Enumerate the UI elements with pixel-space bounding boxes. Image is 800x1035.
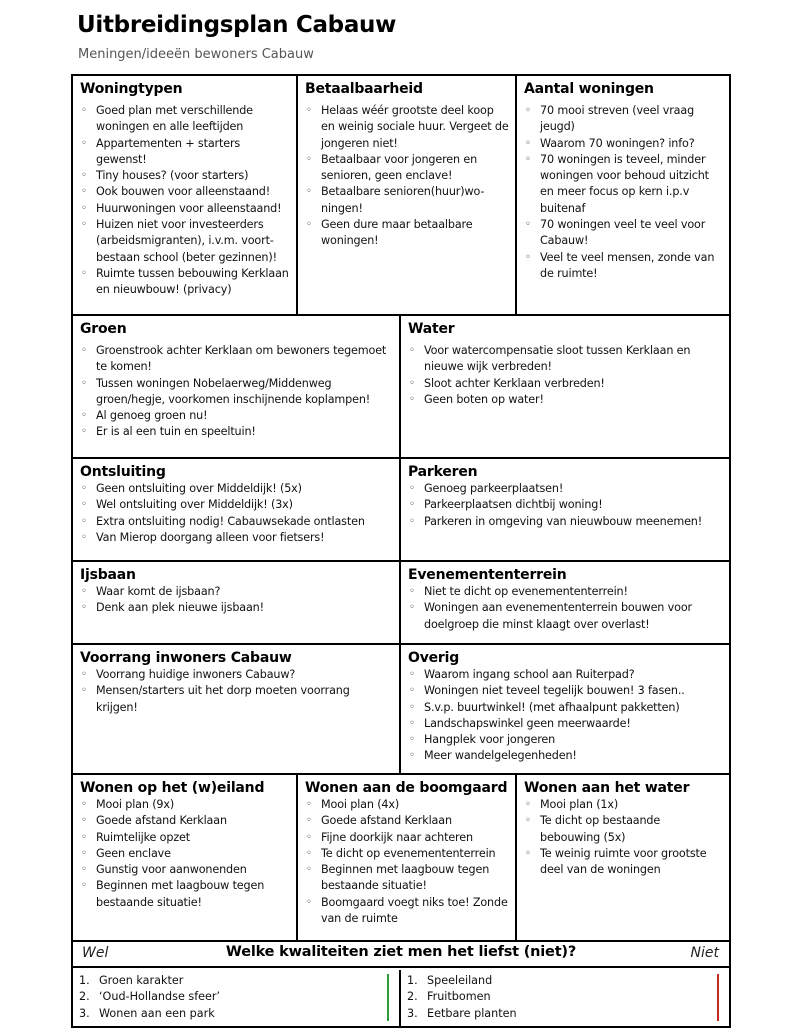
ranking-item — [407, 973, 729, 989]
section-aantal-woningen — [517, 76, 729, 316]
section-water — [401, 316, 729, 459]
section-list — [80, 343, 393, 441]
ranking-number: 1. — [79, 974, 90, 987]
list-item: ◦ Geen dure maar betaalbare woningen! — [305, 217, 509, 250]
list-item: ◦ Ruimte tussen bebouwing Kerklaan en nieuwbouw! (privacy) — [80, 266, 290, 299]
ranking-number: 1. — [407, 974, 418, 987]
ranking-number: 2. — [79, 990, 90, 1004]
list-item: ◦ Er is al een tuin en speeltuin! — [80, 424, 393, 440]
section-list — [408, 481, 723, 530]
niet-indicator-bar — [717, 974, 719, 1021]
ranking-label: Groen karakter — [99, 974, 184, 987]
quality-question: Welke kwaliteiten ziet men het liefst (niet)? — [225, 944, 577, 960]
section-voorrang-inwoners — [73, 645, 401, 775]
list-item: ◦ Hangplek voor jongeren — [408, 732, 723, 748]
section-wonen-weiland — [73, 775, 298, 942]
list-item: ◦ Geen boten op water! — [408, 392, 723, 408]
list-item: ◦ Veel te veel mensen, zonde van de ruimte! — [524, 250, 723, 283]
wel-indicator-bar — [387, 974, 389, 1021]
list-item: ◦ Goede afstand Kerklaan — [80, 813, 290, 829]
section-list — [408, 343, 723, 408]
list-item: ◦ Wel ontsluiting over Middeldijk! (3x) — [80, 497, 393, 513]
list-item: ◦ Beginnen met laagbouw tegen bestaande situatie! — [80, 878, 290, 911]
list-item: ◦ Waarom ingang school aan Ruiterpad? — [408, 667, 723, 683]
section-list — [80, 481, 393, 546]
section-groen — [73, 316, 401, 459]
ranking-niet — [401, 970, 729, 1028]
section-heading: Aantal woningen — [524, 81, 654, 97]
list-item: ◦ Appartementen + starters gewenst! — [80, 136, 290, 169]
list-item: ◦ Beginnen met laagbouw tegen bestaande situatie! — [305, 862, 509, 895]
section-heading: Water — [408, 321, 455, 337]
ranking-item — [407, 989, 729, 1005]
list-item: ◦ Mooi plan (4x) — [305, 797, 509, 813]
list-item: ◦ 70 mooi streven (veel vraag jeugd) — [524, 103, 723, 136]
section-heading: Voorrang inwoners Cabauw — [80, 650, 292, 666]
section-list — [80, 667, 393, 716]
section-wonen-boomgaard — [298, 775, 517, 942]
list-item: ◦ Waarom 70 woningen? info? — [524, 136, 723, 152]
ranking-label: ‘Oud-Hollandse sfeer’ — [99, 990, 221, 1004]
ranking-label: Wonen aan een park — [99, 1006, 215, 1020]
list-item: ◦ Groenstrook achter Kerklaan om bewoners tegemoet te komen! — [80, 343, 393, 376]
list-item: ◦ Geen enclave — [80, 846, 290, 862]
section-heading: Evenemententerrein — [408, 567, 567, 583]
list-item: ◦ Van Mierop doorgang alleen voor fietsers! — [80, 530, 393, 546]
section-heading: Wonen aan het water — [524, 780, 690, 796]
list-item: ◦ Extra ontsluiting nodig! Cabauwsekade ontlasten — [80, 514, 393, 530]
list-item: ◦ 70 woningen veel te veel voor Cabauw! — [524, 217, 723, 250]
section-list — [524, 103, 723, 282]
list-item: ◦ Voorrang huidige inwoners Cabauw? — [80, 667, 393, 683]
section-list — [408, 584, 723, 633]
list-item: ◦ Waar komt de ijsbaan? — [80, 584, 393, 600]
list-item: ◦ Mensen/starters uit het dorp moeten voorrang krijgen! — [80, 683, 393, 716]
list-item: ◦ Ook bouwen voor alleenstaand! — [80, 184, 290, 200]
wel-label: Wel — [82, 945, 109, 961]
section-list — [80, 584, 393, 617]
list-item: ◦ Woningen niet teveel tegelijk bouwen! 3 fasen.. — [408, 683, 723, 699]
list-item: ◦ Te weinig ruimte voor grootste deel van de woningen — [524, 846, 723, 879]
list-item: ◦ Meer wandelgelegenheden! — [408, 748, 723, 764]
list-item: ◦ Goed plan met verschillende woningen en alle leeftijden — [80, 103, 290, 136]
ranking-wel — [73, 970, 401, 1028]
list-item: ◦ Te dicht op bestaande bebouwing (5x) — [524, 813, 723, 846]
list-item: ◦ Geen ontsluiting over Middeldijk! (5x) — [80, 481, 393, 497]
page-subtitle: Meningen/ideeën bewoners Cabauw — [78, 47, 314, 62]
list-item: ◦ Woningen aan evenemententerrein bouwen voor doelgroep die minst klaagt over overlast! — [408, 600, 723, 633]
ranking-label: Eetbare planten — [427, 1006, 517, 1020]
ranking-label: Speeleiland — [427, 974, 493, 987]
list-item: ◦ Fijne doorkijk naar achteren — [305, 830, 509, 846]
section-betaalbaarheid — [298, 76, 517, 316]
list-item: ◦ 70 woningen is teveel, minder woningen voor behoud uitzicht en meer focus op kern i.p.v buitenaf — [524, 152, 723, 217]
list-item: ◦ Parkeren in omgeving van nieuwbouw meenemen! — [408, 514, 723, 530]
list-item: ◦ Landschapswinkel geen meerwaarde! — [408, 716, 723, 732]
section-overig — [401, 645, 729, 775]
list-item: ◦ Sloot achter Kerklaan verbreden! — [408, 376, 723, 392]
list-item: ◦ Te dicht op evenemententerrein — [305, 846, 509, 862]
section-heading: Parkeren — [408, 464, 478, 480]
ranking-number: 2. — [407, 990, 418, 1004]
section-evenemententerrein — [401, 562, 729, 645]
section-list — [80, 103, 290, 299]
section-woningtypen — [73, 76, 298, 316]
section-list — [408, 667, 723, 765]
section-wonen-water — [517, 775, 729, 942]
ranking-label: Fruitbomen — [427, 990, 491, 1004]
list-item: ◦ Tiny houses? (voor starters) — [80, 168, 290, 184]
quality-question-row — [73, 942, 729, 968]
list-item: ◦ Denk aan plek nieuwe ijsbaan! — [80, 600, 393, 616]
section-heading: Wonen op het (w)eiland — [80, 780, 265, 796]
section-heading: Groen — [80, 321, 127, 337]
list-item: ◦ Mooi plan (9x) — [80, 797, 290, 813]
ranking-list — [79, 973, 399, 1022]
list-item: ◦ Mooi plan (1x) — [524, 797, 723, 813]
ranking-number: 3. — [79, 1006, 90, 1020]
list-item: ◦ Parkeerplaatsen dichtbij woning! — [408, 497, 723, 513]
ranking-item — [79, 973, 399, 989]
ranking-item — [79, 989, 399, 1005]
list-item: ◦ Boomgaard voegt niks toe! Zonde van de ruimte — [305, 895, 509, 928]
ranking-list — [407, 973, 729, 1022]
list-item: ◦ Tussen woningen Nobelaerweg/Middenweg groen/hegje, voorkomen inschijnende koplampen! — [80, 376, 393, 409]
section-heading: Woningtypen — [80, 81, 183, 97]
section-list — [80, 797, 290, 911]
list-item: ◦ Voor watercompensatie sloot tussen Kerklaan en nieuwe wijk verbreden! — [408, 343, 723, 376]
list-item: ◦ Betaalbare senioren(huur)wo-ningen! — [305, 184, 509, 217]
opinion-grid — [71, 74, 731, 1028]
list-item: ◦ Genoeg parkeerplaatsen! — [408, 481, 723, 497]
list-item: ◦ Huurwoningen voor alleenstaand! — [80, 201, 290, 217]
list-item: ◦ Niet te dicht op evenemententerrein! — [408, 584, 723, 600]
list-item: ◦ Gunstig voor aanwonenden — [80, 862, 290, 878]
section-heading: Ijsbaan — [80, 567, 136, 583]
list-item: ◦ Helaas wéér grootste deel koop en weinig sociale huur. Vergeet de jongeren niet! — [305, 103, 509, 152]
section-heading: Overig — [408, 650, 460, 666]
section-list — [305, 103, 509, 250]
ranking-item — [407, 1006, 729, 1022]
section-ijsbaan — [73, 562, 401, 645]
section-heading: Wonen aan de boomgaard — [305, 780, 508, 796]
list-item: ◦ Goede afstand Kerklaan — [305, 813, 509, 829]
list-item: ◦ S.v.p. buurtwinkel! (met afhaalpunt pakketten) — [408, 700, 723, 716]
list-item: ◦ Ruimtelijke opzet — [80, 830, 290, 846]
page-title: Uitbreidingsplan Cabauw — [77, 12, 397, 38]
niet-label: Niet — [690, 945, 719, 961]
ranking-item — [79, 1006, 399, 1022]
list-item: ◦ Al genoeg groen nu! — [80, 408, 393, 424]
section-list — [305, 797, 509, 927]
list-item: ◦ Betaalbaar voor jongeren en senioren, geen enclave! — [305, 152, 509, 185]
section-heading: Ontsluiting — [80, 464, 166, 480]
ranking-number: 3. — [407, 1006, 418, 1020]
section-parkeren — [401, 459, 729, 562]
section-list — [524, 797, 723, 878]
list-item: ◦ Huizen niet voor investeerders (arbeidsmigranten), i.v.m. voort-bestaan school (beter gezinnen)! — [80, 217, 290, 266]
section-heading: Betaalbaarheid — [305, 81, 423, 97]
section-ontsluiting — [73, 459, 401, 562]
